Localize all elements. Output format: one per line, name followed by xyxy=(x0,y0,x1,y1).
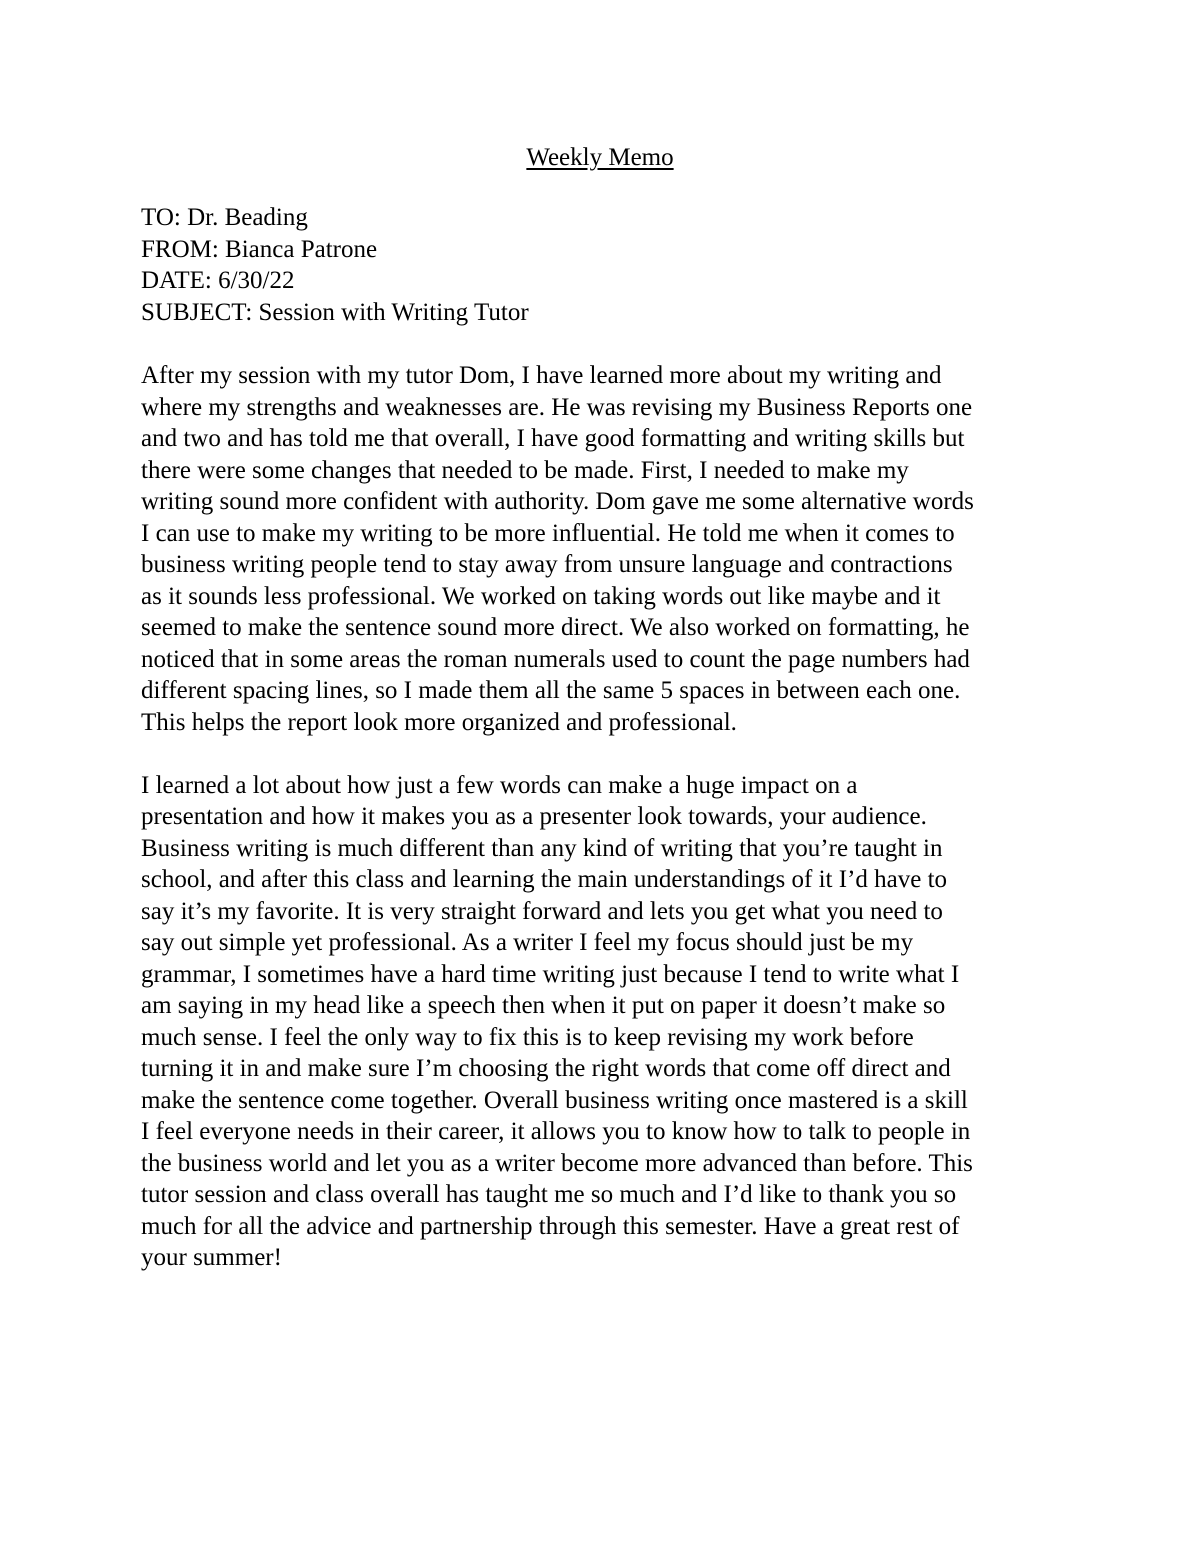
paragraph-line: I learned a lot about how just a few words can make a huge impact on a xyxy=(141,771,858,799)
paragraph-line: and two and has told me that overall, I have good formatting and writing skills but xyxy=(141,425,965,452)
memo-title-text: Weekly Memo xyxy=(526,144,674,171)
paragraph-line: make the sentence come together. Overall business writing once mastered is a skill xyxy=(141,1086,968,1114)
paragraph-line: say it’s my favorite. It is very straight forward and lets you get what you need to xyxy=(141,897,943,925)
paragraph-line: seemed to make the sentence sound more direct. We also worked on formatting, he xyxy=(141,614,970,641)
body-paragraph xyxy=(141,770,1066,1274)
paragraph-line: business writing people tend to stay away from unsure language and contractions xyxy=(141,551,953,578)
paragraph-line: as it sounds less professional. We worked on taking words out like maybe and it xyxy=(141,582,941,610)
paragraph-line: the business world and let you as a writer become more advanced than before. This xyxy=(141,1149,973,1177)
body-paragraph xyxy=(141,360,1066,738)
paragraph-line: noticed that in some areas the roman numerals used to count the page numbers had xyxy=(141,645,970,673)
paragraph-line: Business writing is much different than any kind of writing that you’re taught in xyxy=(141,834,943,862)
paragraph-line: presentation and how it makes you as a presenter look towards, your audience. xyxy=(141,803,927,830)
memo-to-line: TO: Dr. Beading xyxy=(141,204,308,231)
memo-header xyxy=(141,202,1061,328)
paragraph-line: where my strengths and weaknesses are. He was revising my Business Reports one xyxy=(141,393,973,421)
memo-title xyxy=(0,142,1200,174)
paragraph-line: am saying in my head like a speech then when it put on paper it doesn’t make so xyxy=(141,992,946,1019)
memo-subject-line: SUBJECT: Session with Writing Tutor xyxy=(141,298,529,326)
memo-from-line: FROM: Bianca Patrone xyxy=(141,235,378,263)
paragraph-line: much for all the advice and partnership through this semester. Have a great rest of xyxy=(141,1212,960,1240)
paragraph-line: After my session with my tutor Dom, I have learned more about my writing and xyxy=(141,362,942,389)
paragraph-line: I feel everyone needs in their career, it allows you to know how to talk to people in xyxy=(141,1118,971,1145)
paragraph-line: there were some changes that needed to be made. First, I needed to make my xyxy=(141,456,909,484)
paragraph-line: your summer! xyxy=(141,1244,282,1271)
paragraph-line: much sense. I feel the only way to fix this is to keep revising my work before xyxy=(141,1023,914,1051)
paragraph-line: say out simple yet professional. As a writer I feel my focus should just be my xyxy=(141,929,914,956)
memo-body xyxy=(141,360,1066,1305)
paragraph-line: turning it in and make sure I’m choosing the right words that come off direct and xyxy=(141,1055,951,1082)
paragraph-line: school, and after this class and learning the main understandings of it I’d have to xyxy=(141,866,948,893)
paragraph-line: I can use to make my writing to be more influential. He told me when it comes to xyxy=(141,519,955,547)
memo-date-line: DATE: 6/30/22 xyxy=(141,267,295,294)
paragraph-line: grammar, I sometimes have a hard time writing just because I tend to write what I xyxy=(141,960,960,988)
paragraph-line: different spacing lines, so I made them all the same 5 spaces in between each one. xyxy=(141,677,961,704)
paragraph-line: tutor session and class overall has taught me so much and I’d like to thank you so xyxy=(141,1181,957,1208)
paragraph-line: writing sound more confident with authority. Dom gave me some alternative words xyxy=(141,488,974,515)
paragraph-line: This helps the report look more organized and professional. xyxy=(141,708,737,736)
